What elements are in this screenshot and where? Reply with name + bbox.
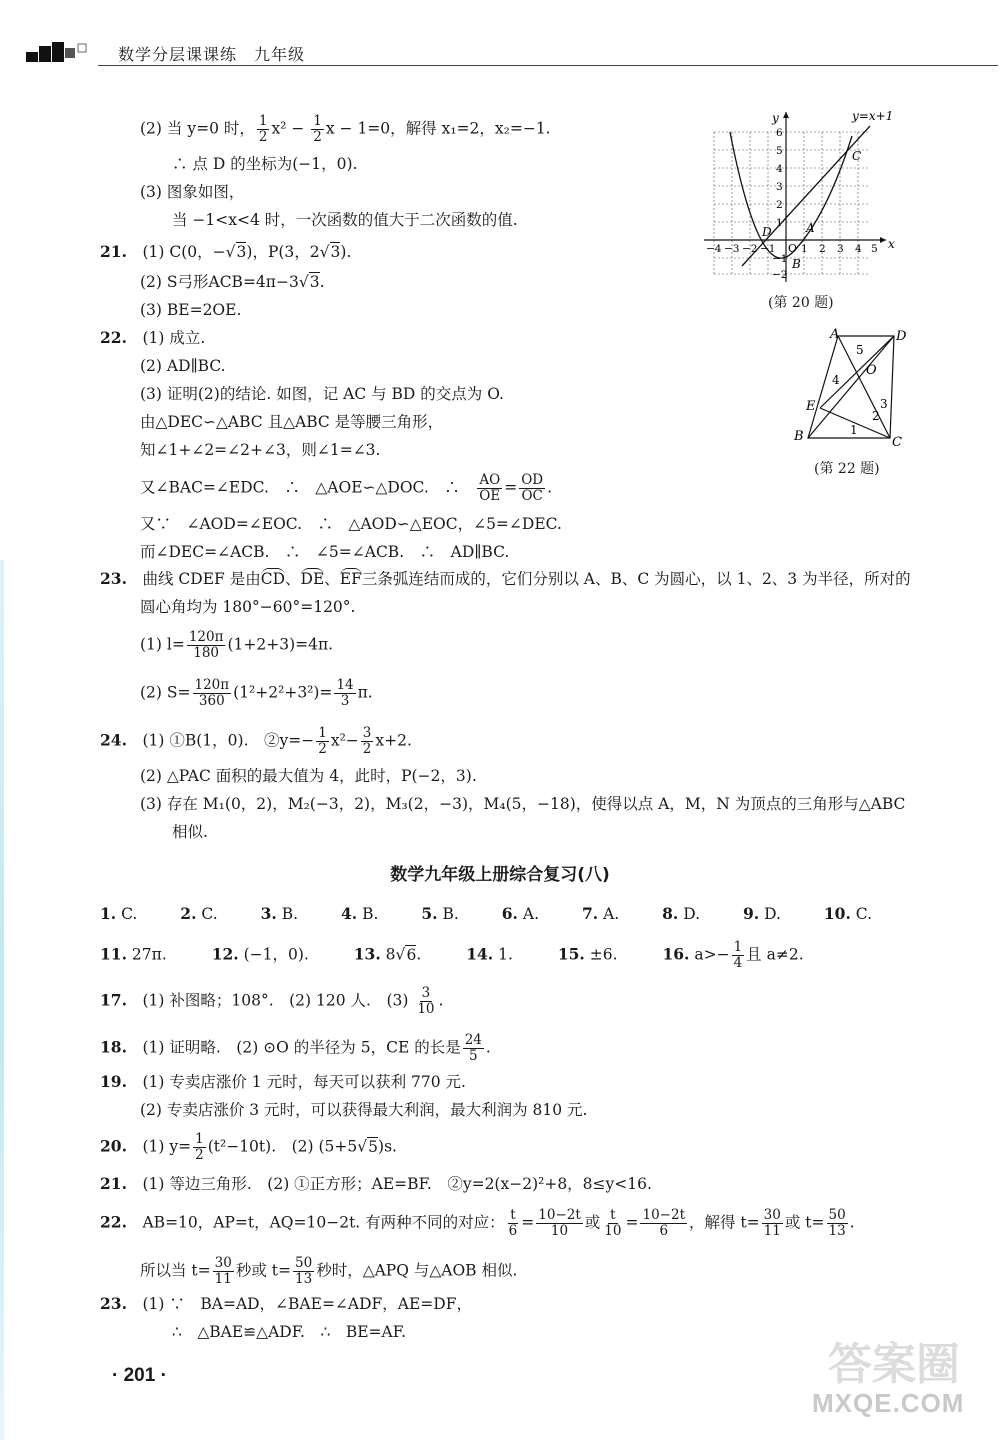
- parabola-curve: [730, 132, 852, 258]
- svg-text:B: B: [792, 257, 801, 271]
- answer-line: 21. (1) 等边三角形. (2) ①正方形；AE=BF. ②y=2(x−2)²+8，8≤y<16.: [100, 1174, 652, 1193]
- answer-line: 21. (1) C(0，−√3)，P(3，2√3).: [100, 242, 352, 261]
- watermark-text: MXQE.COM: [812, 1388, 965, 1418]
- page-number: · 201 ·: [112, 1365, 167, 1386]
- svg-text:x: x: [888, 237, 895, 251]
- svg-text:C: C: [892, 435, 902, 450]
- svg-text:D: D: [896, 329, 907, 344]
- answer-line: (2) △PAC 面积的最大值为 4，此时，P(−2，3).: [140, 767, 477, 785]
- answer-line: 22. AB=10，AP=t，AQ=10−2t. 有两种不同的对应： $\frac{t}{6}$ = $\frac{10-2t}{10}$ 或 $\frac{t}{10}$ = $\frac{10-2t}{6}$ ，解得 t= $\frac{30}{11}$ 或 t= $\frac{50}{13}$ .: [100, 1207, 855, 1239]
- watermark-logo: 答案圈: [828, 1339, 960, 1390]
- fill-answers-row: 11. 27π. 12. (−1，0). 13. 8√6. 14. 1. 15. ±6. 16. a>− $\frac{1}{4}$ 且 a≠2.: [100, 939, 804, 971]
- svg-text:3: 3: [880, 397, 888, 411]
- header-title: 数学分层课课练 九年级: [118, 45, 306, 64]
- svg-text:5: 5: [776, 145, 783, 157]
- answer-line: (1) l= $\frac{120\pi}{180}$ (1+2+3)=4π.: [140, 629, 334, 661]
- svg-text:y=x+1: y=x+1: [852, 109, 894, 123]
- answer-line: 又∵ ∠AOD=∠EOC. ∴ △AOD∽△EOC，∠5=∠DEC.: [140, 515, 562, 533]
- answer-line: 圆心角均为 180°−60°=120°.: [140, 598, 356, 616]
- figure-22-caption: (第 22 题): [814, 461, 880, 477]
- svg-text:1: 1: [850, 423, 858, 437]
- svg-text:4: 4: [855, 243, 862, 255]
- svg-text:O: O: [788, 242, 798, 255]
- figure-20-graph: [700, 106, 910, 284]
- svg-text:−1: −1: [760, 243, 776, 255]
- answer-line: ∴ △BAE≌△ADF. ∴ BE=AF.: [172, 1323, 406, 1341]
- svg-text:3: 3: [837, 243, 844, 255]
- svg-text:O: O: [866, 363, 877, 378]
- series-logo-icon: [26, 42, 96, 64]
- answer-line: 所以当 t= $\frac{30}{11}$ 秒或 t= $\frac{50}{13}$ 秒时，△APQ 与△AOB 相似.: [140, 1255, 518, 1287]
- svg-text:−4: −4: [706, 243, 722, 255]
- answer-line: 18. (1) 证明略. (2) ⊙O 的半径为 5，CE 的长是 $\frac{24}{5}$ .: [100, 1032, 491, 1064]
- svg-text:5: 5: [871, 243, 878, 255]
- answer-line: 相似.: [172, 823, 208, 841]
- answer-line: 20. (1) y= $\frac{1}{2}$ (t²−10t). (2) (5+5√5)s.: [100, 1131, 397, 1163]
- svg-text:−2: −2: [742, 243, 758, 255]
- answer-line: (3) 图象如图，: [140, 183, 245, 201]
- svg-text:4: 4: [832, 373, 840, 387]
- answer-line: 又∠BAC=∠EDC. ∴ △AOE∽△DOC. ∴ $\frac{AO}{OE}$ = $\frac{OD}{OC}$ .: [140, 472, 553, 504]
- answer-line: 24. (1) ①B(1，0). ②y=− $\frac{1}{2}$ x²− $\frac{3}{2}$ x+2.: [100, 725, 412, 757]
- answer-line: 知∠1+∠2=∠2+∠3，则∠1=∠3.: [140, 441, 381, 459]
- svg-text:−2: −2: [772, 269, 788, 281]
- svg-text:6: 6: [776, 127, 783, 139]
- answer-line: (3) 证明(2)的结论. 如图，记 AC 与 BD 的交点为 O.: [140, 385, 504, 403]
- answer-line: 23. (1) ∵ BA=AD，∠BAE=∠ADF，AE=DF，: [100, 1294, 472, 1313]
- page-edge-tint: [0, 560, 4, 1440]
- answer-line: (2) 当 y=0 时， $\frac{1}{2}$ x² − $\frac{1}{2}$ x − 1=0，解得 x₁=2，x₂=−1.: [140, 113, 551, 145]
- svg-text:y: y: [772, 111, 779, 125]
- figure-22-diagram: [790, 326, 910, 450]
- svg-text:5: 5: [856, 343, 864, 357]
- answer-line: 17. (1) 补图略；108°. (2) 120 人. (3) $\frac{3}{10}$ .: [100, 985, 444, 1017]
- answer-line: 而∠DEC=∠ACB. ∴ ∠5=∠ACB. ∴ AD∥BC.: [140, 543, 510, 561]
- header-rule: [98, 65, 998, 66]
- mc-answers-row: 1. C. 2. C. 3. B. 4. B. 5. B. 6. A. 7. A. 8. D. 9. D. 10. C.: [100, 904, 873, 923]
- figure-20-caption: (第 20 题): [768, 295, 834, 311]
- page-header: [18, 36, 998, 66]
- svg-text:−1: −1: [772, 253, 788, 265]
- svg-text:2: 2: [819, 243, 826, 255]
- svg-text:3: 3: [776, 181, 783, 193]
- svg-text:B: B: [794, 429, 804, 444]
- svg-text:2: 2: [776, 199, 783, 211]
- answer-line: (3) 存在 M₁(0，2)，M₂(−3，2)，M₃(2，−3)，M₄(5，−18)，使得以点 A，M，N 为顶点的三角形与△ABC: [140, 795, 906, 813]
- answer-line: (2) S= $\frac{120\pi}{360}$ (1²+2²+3²)= $\frac{14}{3}$ π.: [140, 677, 373, 709]
- svg-text:1: 1: [801, 243, 808, 255]
- svg-text:A: A: [830, 327, 840, 342]
- svg-text:−3: −3: [724, 243, 740, 255]
- answer-line: ∴ 点 D 的坐标为(−1，0).: [172, 155, 358, 173]
- answer-line: (2) S弓形ACB=4π−3√3.: [140, 273, 325, 291]
- answer-line: 由△DEC∽△ABC 且△ABC 是等腰三角形，: [140, 413, 444, 431]
- answer-line: (2) 专卖店涨价 3 元时，可以获得最大利润，最大利润为 810 元.: [140, 1101, 588, 1119]
- answer-line: 22. (1) 成立.: [100, 328, 206, 347]
- answer-line: (2) AD∥BC.: [140, 357, 226, 375]
- answer-line: 19. (1) 专卖店涨价 1 元时，每天可以获利 770 元.: [100, 1072, 466, 1091]
- svg-text:A: A: [806, 221, 815, 235]
- svg-text:1: 1: [776, 217, 783, 229]
- answer-line: 当 −1<x<4 时，一次函数的值大于二次函数的值.: [172, 211, 518, 229]
- svg-text:D: D: [762, 225, 772, 239]
- svg-text:4: 4: [776, 163, 783, 175]
- svg-text:2: 2: [872, 409, 880, 423]
- section-title: 数学九年级上册综合复习(八): [390, 865, 610, 885]
- answer-line: 23. 曲线 CDEF 是由CD、DE、EF三条弧连结而成的，它们分别以 A、B、C 为圆心，以 1、2、3 为半径，所对的: [100, 569, 911, 588]
- answer-line: (3) BE=2OE.: [140, 301, 242, 319]
- svg-text:E: E: [806, 399, 816, 414]
- svg-text:C: C: [852, 149, 862, 163]
